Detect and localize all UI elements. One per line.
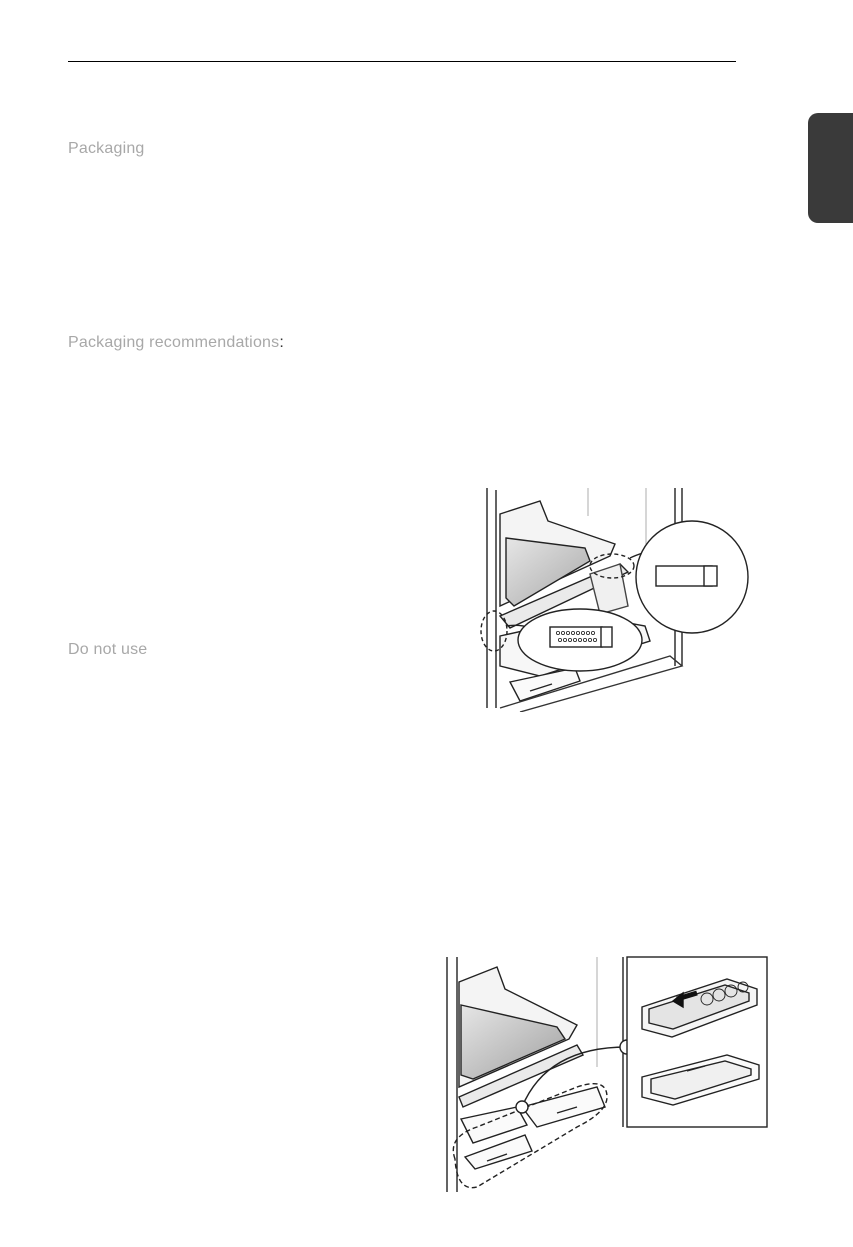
heading-do-not-use: Do not use xyxy=(68,641,148,658)
drawer-tray-figure xyxy=(437,947,770,1192)
heading-packaging-recommendations xyxy=(68,334,284,352)
humidity-control-figure xyxy=(470,486,760,712)
header-rule xyxy=(68,61,736,62)
heading-colon: : xyxy=(279,334,284,351)
heading-packaging-recommendations-text: Packaging recommendations xyxy=(68,334,280,351)
heading-packaging: Packaging xyxy=(68,140,145,157)
section-tab xyxy=(808,113,853,223)
